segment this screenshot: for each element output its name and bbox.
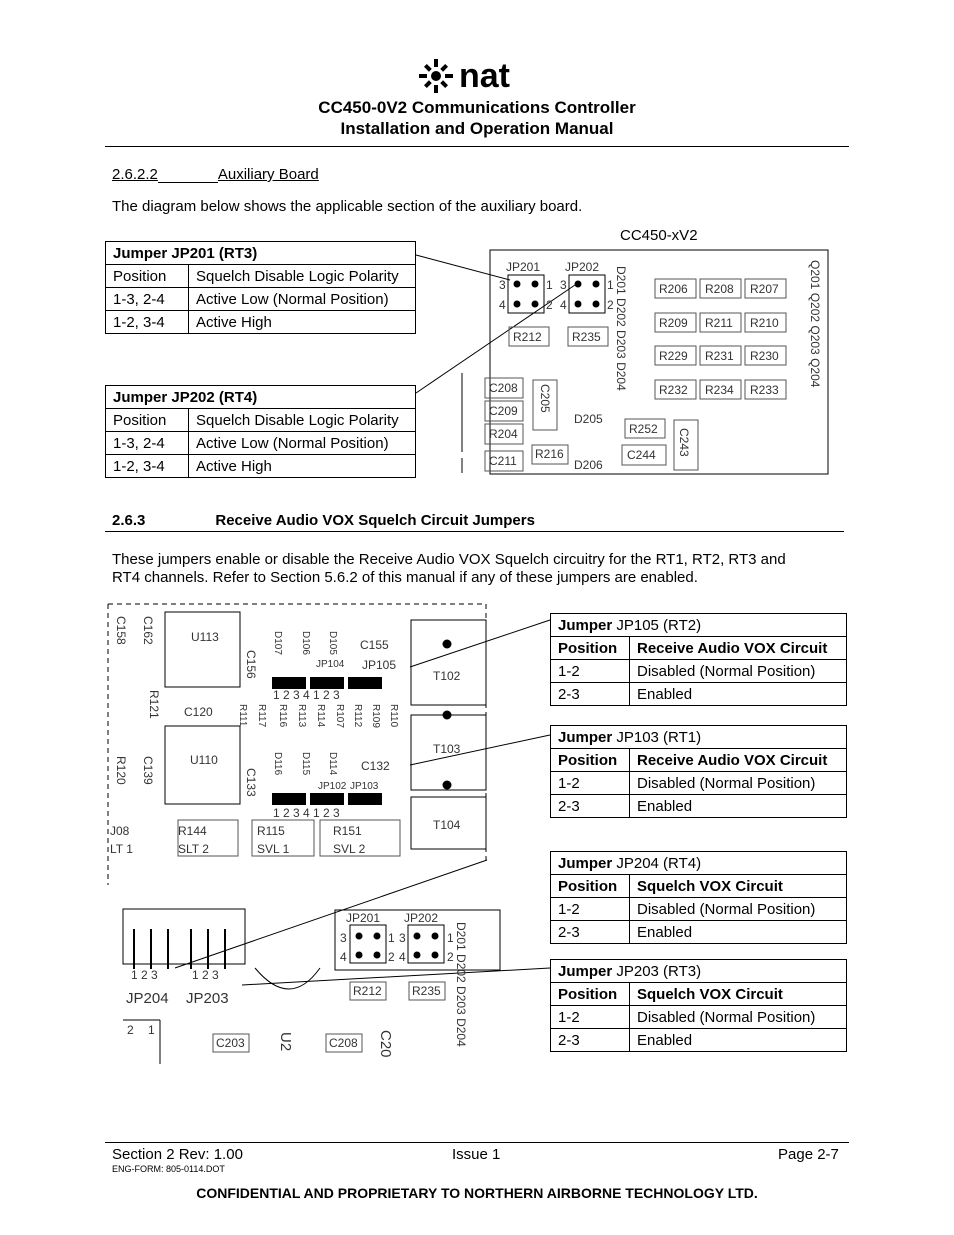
- r107: R107: [334, 704, 345, 728]
- r151: R151: [333, 824, 362, 838]
- c132: C132: [361, 759, 390, 773]
- c208-silk-2: C208: [329, 1036, 358, 1050]
- r117: R117: [256, 704, 267, 728]
- svg-text:3: 3: [399, 931, 406, 945]
- r230: R230: [750, 349, 779, 363]
- svg-text:2: 2: [127, 1023, 134, 1037]
- jp204-silk: JP204: [126, 990, 169, 1007]
- r232: R232: [659, 383, 688, 397]
- cell: 1-2: [551, 1006, 630, 1029]
- table-row: [551, 921, 847, 944]
- body-line-1: These jumpers enable or disable the Receive Audio VOX Squelch circuitry for the RT1, RT2, RT3 and: [112, 551, 786, 568]
- r231: R231: [705, 349, 734, 363]
- u110: U110: [190, 753, 218, 767]
- svg-text:3: 3: [499, 278, 506, 292]
- table-title: JP203 (RT3): [612, 962, 702, 980]
- board-label: CC450-xV2: [620, 227, 698, 244]
- table-row: [551, 772, 847, 795]
- svg-text:1 2 3: 1 2 3: [131, 968, 158, 982]
- jp201-silk-2: JP201: [346, 911, 381, 925]
- r229: R229: [659, 349, 688, 363]
- col-header: Position: [551, 983, 630, 1006]
- table-row: [551, 1006, 847, 1029]
- footer-rule: [105, 1142, 849, 1143]
- r216: R216: [535, 447, 564, 461]
- diodes-silk: D201 D202 D203 D204: [614, 266, 628, 391]
- d114: D114: [327, 752, 338, 776]
- table-title: Jumper JP202 (RT4): [106, 386, 416, 409]
- jp105-table: [550, 613, 847, 706]
- body-line-2: RT4 channels. Refer to Section 5.6.2 of this manual if any of these jumpers are enabled.: [112, 569, 698, 586]
- r234: R234: [705, 383, 734, 397]
- cell: Disabled (Normal Position): [630, 1006, 847, 1029]
- svg-text:1: 1: [447, 931, 454, 945]
- jp203-silk: JP203: [186, 990, 229, 1007]
- col-header: Squelch Disable Logic Polarity: [189, 265, 416, 288]
- r111: R111: [237, 704, 248, 727]
- r235-silk-2: R235: [412, 984, 441, 998]
- col-header: Squelch VOX Circuit: [630, 875, 847, 898]
- intro-text: The diagram below shows the applicable section of the auxiliary board.: [112, 198, 583, 215]
- cell: Disabled (Normal Position): [630, 898, 847, 921]
- c156: C156: [244, 650, 258, 679]
- c209: C209: [489, 404, 518, 418]
- cell: Active High: [189, 311, 416, 334]
- table-title-bold: Jumper: [558, 616, 613, 634]
- cell: 2-3: [551, 683, 630, 706]
- r233: R233: [750, 383, 779, 397]
- c243: C243: [677, 428, 691, 457]
- jp201-silk: JP201: [506, 260, 541, 274]
- cell: 1-2, 3-4: [106, 311, 189, 334]
- d205: D205: [574, 412, 603, 426]
- cell: Enabled: [630, 683, 847, 706]
- cell: Enabled: [630, 795, 847, 818]
- c244: C244: [627, 448, 656, 462]
- table-title-bold: Jumper: [558, 728, 613, 746]
- svg-text:4: 4: [560, 298, 567, 312]
- c20-silk: C20: [377, 1030, 394, 1058]
- lt1: LT 1: [110, 842, 133, 856]
- cell: 1-3, 2-4: [106, 432, 189, 455]
- jp104: JP104: [316, 659, 345, 670]
- cell: Active Low (Normal Position): [189, 432, 416, 455]
- u2-silk: U2: [277, 1032, 294, 1052]
- document-title-line1: CC450-0V2 Communications Controller: [318, 98, 636, 117]
- cell: 2-3: [551, 1029, 630, 1052]
- d106: D106: [300, 631, 311, 655]
- r116: R116: [277, 704, 288, 728]
- cell: 1-2: [551, 660, 630, 683]
- table-row: [551, 795, 847, 818]
- r144: R144: [178, 824, 207, 838]
- slt2: SLT 2: [178, 842, 209, 856]
- cell: Active High: [189, 455, 416, 478]
- footer-page: Page 2-7: [778, 1146, 839, 1163]
- d115: D115: [300, 752, 311, 776]
- c158: C158: [114, 616, 128, 645]
- svg-text:1: 1: [388, 931, 395, 945]
- svg-text:2: 2: [447, 950, 454, 964]
- table-title: Jumper JP201 (RT3): [106, 242, 416, 265]
- col-header: Receive Audio VOX Circuit: [630, 749, 847, 772]
- c211: C211: [489, 454, 517, 468]
- r109: R109: [370, 704, 381, 728]
- jp102: JP102: [318, 781, 347, 792]
- svg-text:1 2 3 4 1 2 3: 1 2 3 4 1 2 3: [273, 688, 340, 702]
- footer-confidential: CONFIDENTIAL AND PROPRIETARY TO NORTHERN AIRBORNE TECHNOLOGY LTD.: [196, 1185, 758, 1201]
- svg-text:3: 3: [340, 931, 347, 945]
- jp203-table: [550, 959, 847, 1052]
- c155: C155: [360, 638, 389, 652]
- section-title: Auxiliary Board: [217, 166, 319, 183]
- section-number: 2.6.2.2: [112, 166, 158, 183]
- svg-text:1: 1: [148, 1023, 155, 1037]
- jp204-table: [550, 851, 847, 944]
- table-row: [551, 1029, 847, 1052]
- cell: Enabled: [630, 921, 847, 944]
- table-row: [551, 898, 847, 921]
- svg-text:2: 2: [607, 298, 614, 312]
- section-title: Receive Audio VOX Squelch Circuit Jumpers: [215, 512, 535, 529]
- u113: U113: [191, 630, 219, 644]
- svg-text:1: 1: [546, 278, 553, 292]
- svg-text:2: 2: [388, 950, 395, 964]
- table-title-bold: Jumper: [558, 962, 613, 980]
- c205: C205: [538, 384, 552, 413]
- svg-text:3: 3: [560, 278, 567, 292]
- cell: 1-2, 3-4: [106, 455, 189, 478]
- col-header: Receive Audio VOX Circuit: [630, 637, 847, 660]
- r121: R121: [147, 690, 161, 719]
- svg-text:4: 4: [399, 950, 406, 964]
- table-title-bold: Jumper: [558, 854, 613, 872]
- footer-issue: Issue 1: [452, 1146, 501, 1163]
- r208: R208: [705, 282, 734, 296]
- r113: R113: [296, 704, 307, 728]
- jp105: JP105: [362, 658, 397, 672]
- svg-text:1 2 3 4 1 2 3: 1 2 3 4 1 2 3: [273, 806, 340, 820]
- cell: 1-3, 2-4: [106, 288, 189, 311]
- r112: R112: [352, 704, 363, 728]
- r120: R120: [114, 756, 128, 785]
- footer-form: ENG-FORM: 805-0114.DOT: [112, 1164, 225, 1174]
- cell: Active Low (Normal Position): [189, 288, 416, 311]
- c139: C139: [141, 756, 155, 785]
- c208: C208: [489, 381, 518, 395]
- svl1: SVL 1: [257, 842, 290, 856]
- svg-text:4: 4: [340, 950, 347, 964]
- r110: R110: [388, 704, 399, 728]
- section-number: 2.6.3: [112, 512, 146, 529]
- r235: R235: [572, 330, 601, 344]
- jp103-table: [550, 725, 847, 818]
- cell: 2-3: [551, 795, 630, 818]
- cell: Disabled (Normal Position): [630, 660, 847, 683]
- col-header: Position: [551, 875, 630, 898]
- svl2: SVL 2: [333, 842, 366, 856]
- c203-silk: C203: [216, 1036, 245, 1050]
- col-header: Position: [551, 749, 630, 772]
- logo-wordmark: nat: [459, 57, 510, 95]
- r115: R115: [257, 824, 285, 838]
- col-header: Position: [106, 265, 189, 288]
- r252: R252: [629, 422, 658, 436]
- d107: D107: [272, 631, 283, 655]
- diodes-silk-2: D201 D202 D203 D204: [454, 922, 468, 1047]
- jp202-silk: JP202: [565, 260, 600, 274]
- d105: D105: [327, 631, 338, 655]
- t104: T104: [433, 818, 461, 832]
- svg-text:2: 2: [546, 298, 553, 312]
- r211: R211: [705, 316, 733, 330]
- cell: Disabled (Normal Position): [630, 772, 847, 795]
- r210: R210: [750, 316, 779, 330]
- table-title: JP103 (RT1): [612, 728, 702, 746]
- cell: Enabled: [630, 1029, 847, 1052]
- r207: R207: [750, 282, 779, 296]
- cell: 2-3: [551, 921, 630, 944]
- r206: R206: [659, 282, 688, 296]
- jp202-silk-2: JP202: [404, 911, 439, 925]
- col-header: Position: [551, 637, 630, 660]
- d206: D206: [574, 458, 603, 472]
- table-row: [551, 660, 847, 683]
- r204: R204: [489, 427, 518, 441]
- d116: D116: [272, 752, 283, 776]
- r209: R209: [659, 316, 688, 330]
- cell: 1-2: [551, 772, 630, 795]
- r212-silk-2: R212: [353, 984, 382, 998]
- table-title: JP204 (RT4): [612, 854, 702, 872]
- col-header: Position: [106, 409, 189, 432]
- col-header: Squelch VOX Circuit: [630, 983, 847, 1006]
- c120: C120: [184, 705, 213, 719]
- jp103: JP103: [350, 781, 379, 792]
- r212: R212: [513, 330, 542, 344]
- r114: R114: [315, 704, 326, 728]
- c133: C133: [244, 768, 258, 797]
- cell: 1-2: [551, 898, 630, 921]
- document-title-line2: Installation and Operation Manual: [340, 119, 614, 138]
- t102: T102: [433, 669, 461, 683]
- footer-section: Section 2 Rev: 1.00: [112, 1146, 243, 1163]
- j08: J08: [110, 824, 130, 838]
- col-header: Squelch Disable Logic Polarity: [189, 409, 416, 432]
- svg-text:1 2 3: 1 2 3: [192, 968, 219, 982]
- c162: C162: [141, 616, 155, 645]
- svg-text:1: 1: [607, 278, 614, 292]
- t103: T103: [433, 742, 461, 756]
- table-title: JP105 (RT2): [612, 616, 702, 634]
- transistors-silk: Q201 Q202 Q203 Q204: [808, 260, 822, 388]
- table-row: [551, 683, 847, 706]
- svg-text:4: 4: [499, 298, 506, 312]
